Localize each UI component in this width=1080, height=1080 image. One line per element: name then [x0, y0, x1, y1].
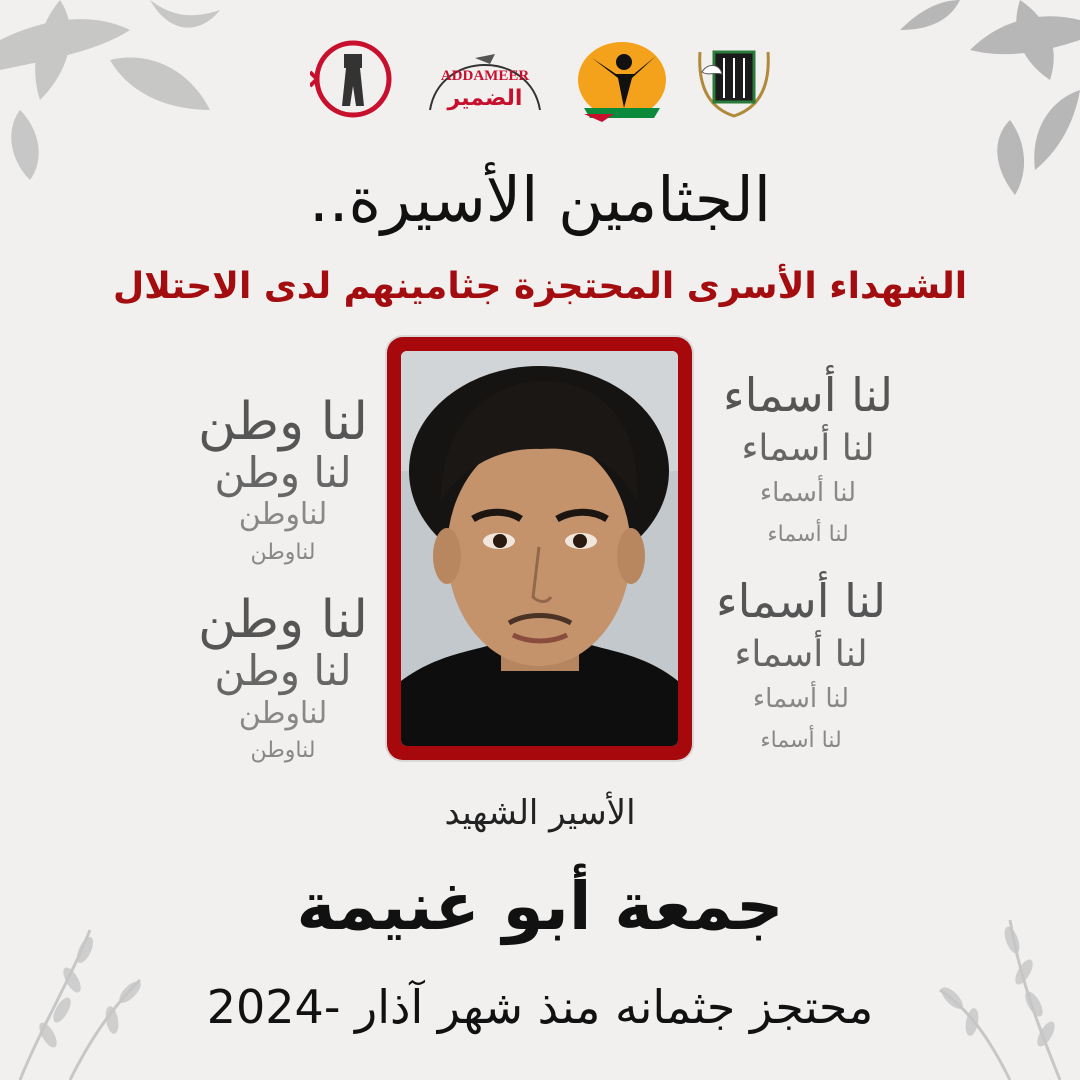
right-word: لنا أسماء — [715, 574, 887, 628]
left-word: لناوطن — [250, 738, 316, 763]
left-word: لنا وطن — [198, 392, 368, 452]
left-word: لناوطن — [238, 696, 328, 731]
martyr-portrait — [401, 351, 678, 746]
page-subtitle: الشهداء الأسرى المحتجزة جثامينهم لدى الاحتلال — [112, 266, 968, 307]
right-word: لنا أسماء — [741, 428, 875, 469]
detention-text: محتجز جثمانه منذ شهر آذار -2024 — [206, 980, 874, 1034]
prisoners-club-logo — [696, 42, 772, 118]
right-word: لنا أسماء — [722, 368, 894, 422]
left-word: لنا وطن — [214, 646, 352, 695]
martyr-label: الأسير الشهيد — [444, 793, 636, 833]
left-word: لناوطن — [238, 497, 328, 532]
prisoners-commission-logo — [574, 38, 670, 124]
addameer-logo-latin: ADDAMEER — [440, 68, 530, 84]
left-word: لنا وطن — [198, 590, 368, 650]
right-word: لنا أسماء — [760, 728, 842, 753]
right-word: لنا أسماء — [759, 478, 857, 508]
addameer-logo — [420, 40, 550, 120]
martyr-name: جمعة أبو غنيمة — [296, 868, 784, 945]
portrait-frame — [387, 337, 692, 760]
left-word: لنا وطن — [214, 448, 352, 497]
handala-ring-logo — [310, 36, 396, 122]
addameer-logo-arabic: الضمير — [447, 86, 523, 111]
right-word: لنا أسماء — [767, 522, 849, 547]
partner-logos — [0, 36, 1080, 126]
page-title: الجثامين الأسيرة.. — [309, 163, 771, 236]
right-word: لنا أسماء — [734, 634, 868, 675]
right-word: لنا أسماء — [752, 684, 850, 714]
left-word: لناوطن — [250, 540, 316, 565]
